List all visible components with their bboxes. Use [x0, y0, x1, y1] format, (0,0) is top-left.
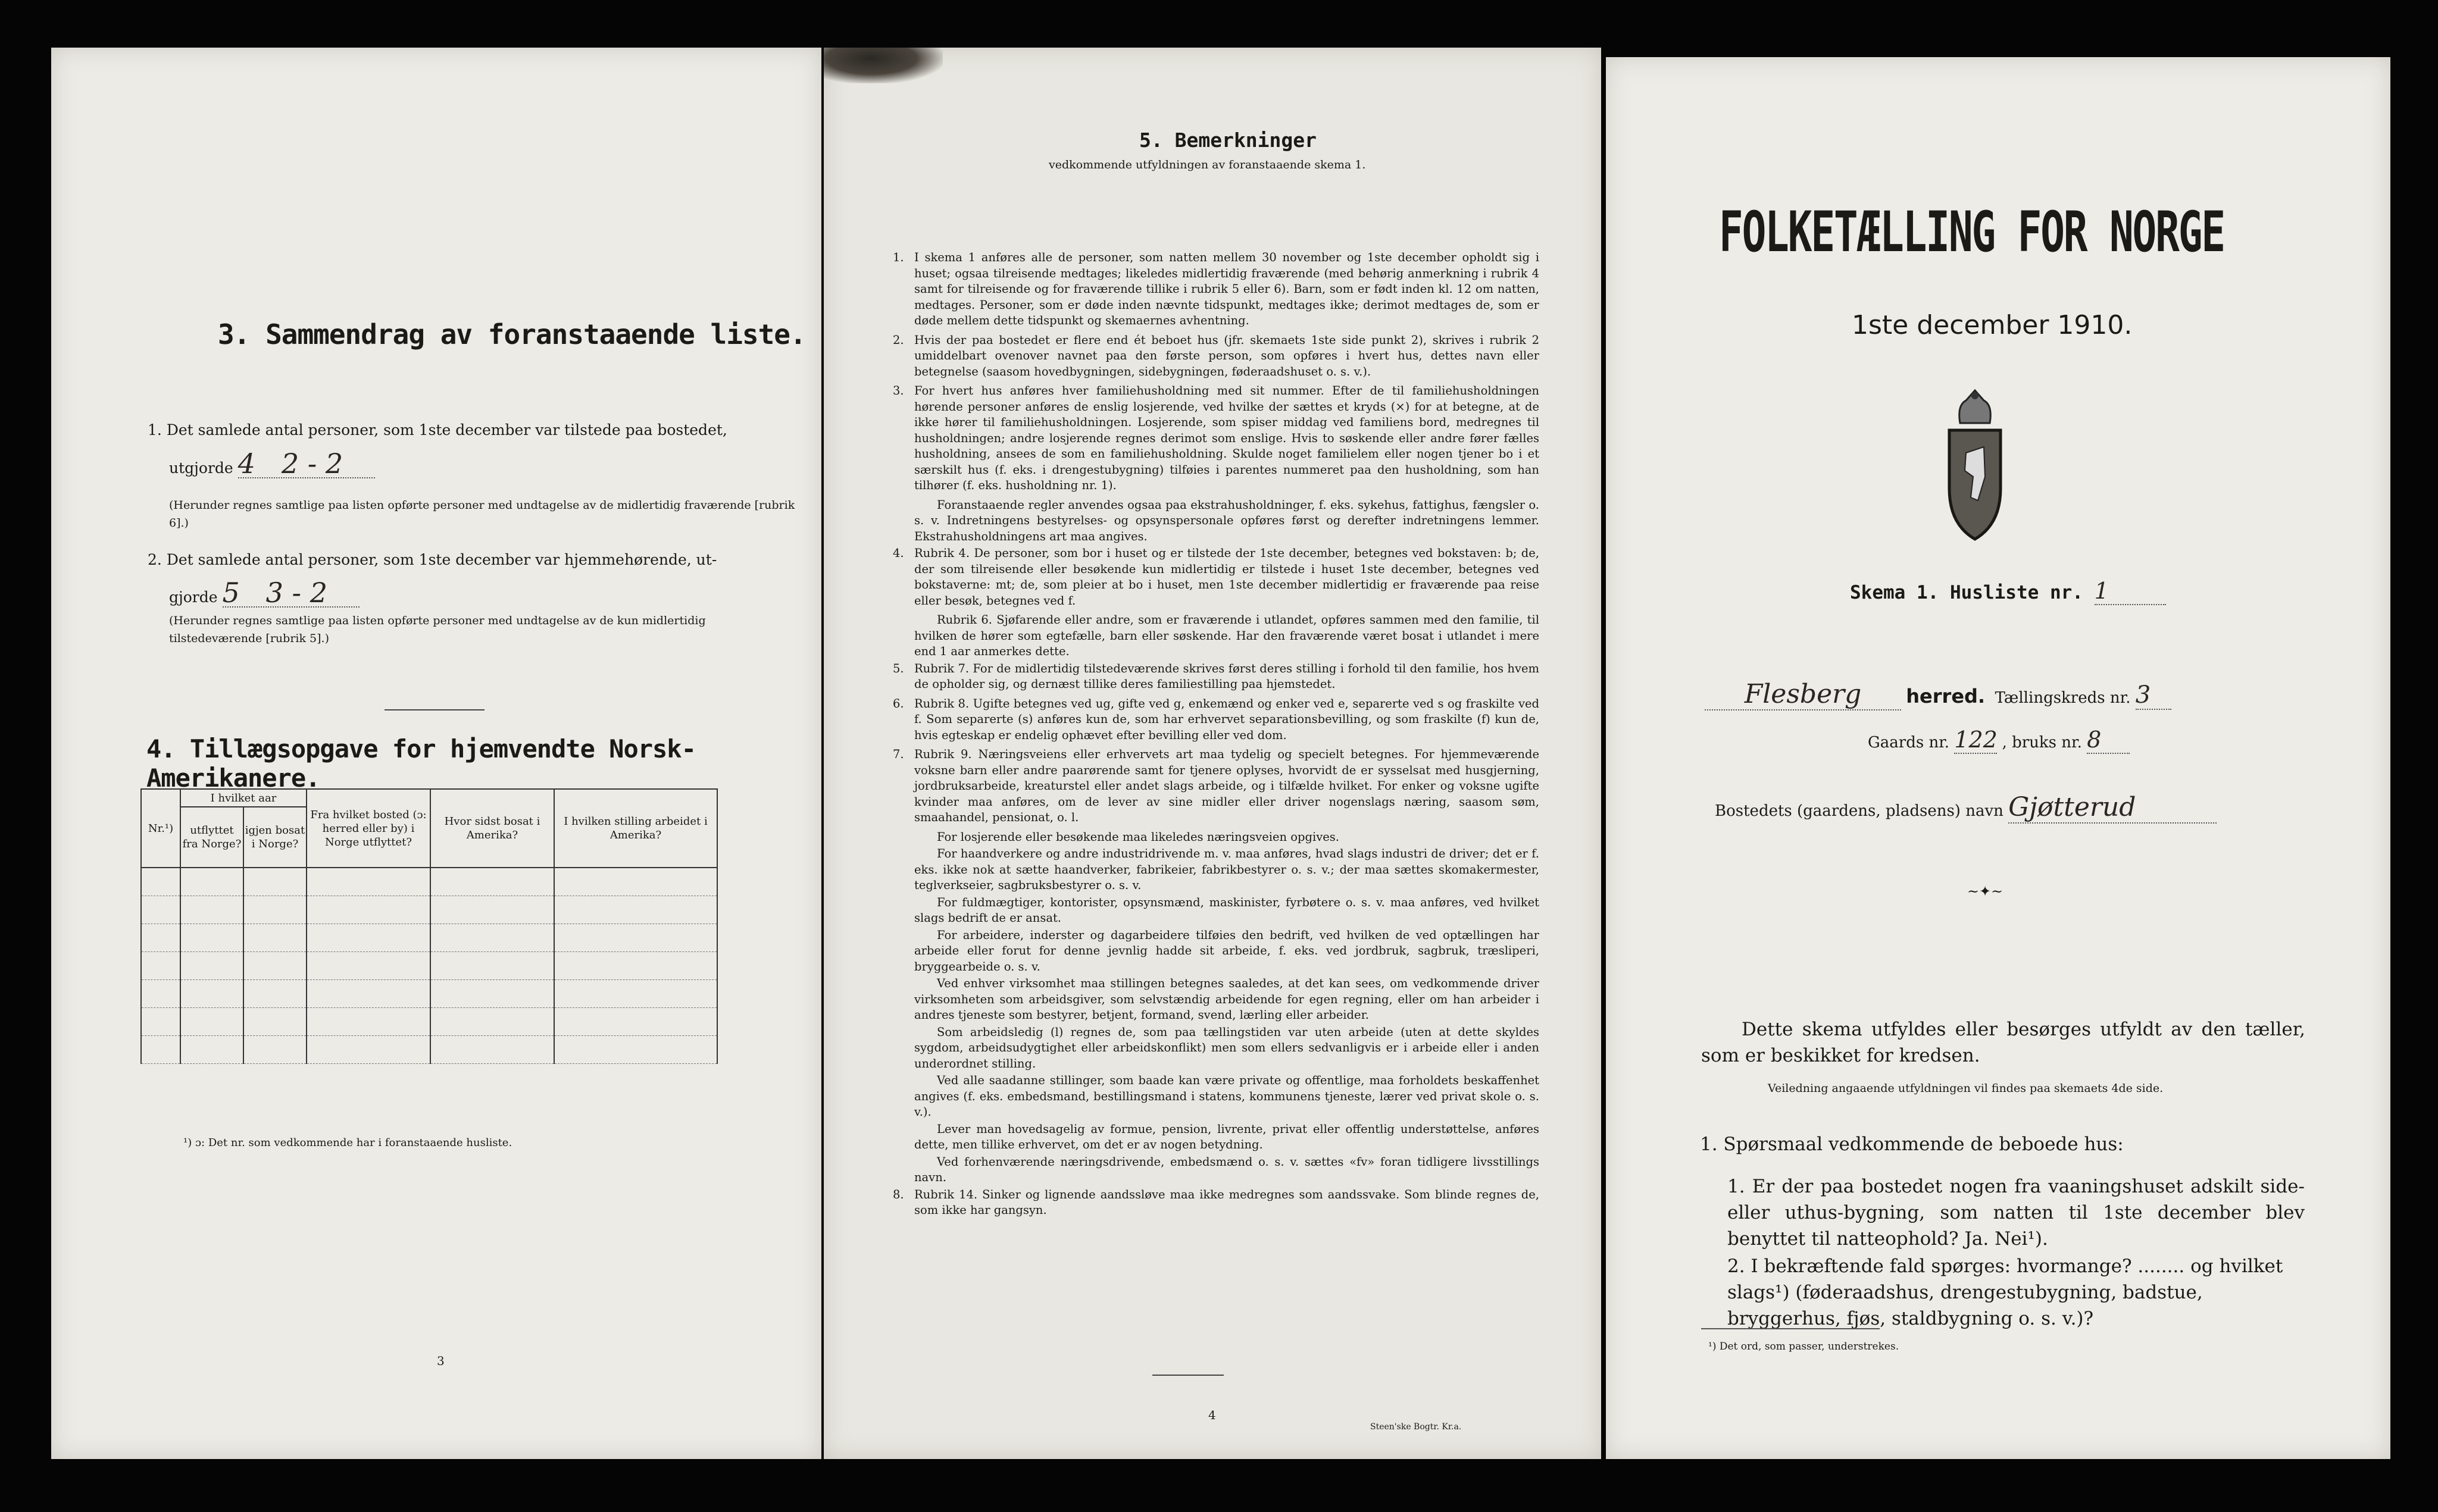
remark-text: For haandverkere og andre industridrivende m. v. maa anføres, hvad slags industri de driver; det er f. eks. ikke nok at sætte haandverker, fabrikeier, fabrikbestyrer o. s. v.; der maa sættes skomakermester, teglverkseier, sagbruksbestyrer o. s. v. [914, 847, 1539, 892]
col-stilling: I hvilken stilling arbeidet i Amerika? [554, 789, 717, 868]
col-igjen-bosat: igjen bosat i Norge? [243, 807, 307, 868]
item1-value-row [169, 447, 375, 482]
remark-paragraph [893, 661, 1539, 693]
gaards-row: Gaards nr. 122 , bruks nr. 8 [1868, 727, 2130, 754]
remark-paragraph [914, 1122, 1539, 1153]
instruction-text: Dette skema utfyldes eller besørges utfyldt av den tæller, som er beskikket for kredsen. [1701, 1019, 2305, 1066]
remark-paragraph [893, 383, 1539, 494]
remark-paragraph [893, 546, 1539, 609]
husliste-nr: 1 [2095, 578, 2166, 605]
bruks-nr: 8 [2087, 727, 2130, 754]
remark-paragraph [914, 1025, 1539, 1072]
summary-item-2 [148, 546, 802, 574]
instruction-note: Veiledning angaaende utfyldningen vil findes paa skemaets 4de side. [1768, 1082, 2164, 1095]
bruks-label: bruks nr. [2012, 734, 2082, 752]
bosted-name: Gjøtterud [2008, 792, 2217, 824]
remark-paragraph [893, 333, 1539, 380]
divider [1152, 1375, 1224, 1376]
col-hvor-bosat: Hvor sidst bosat i Amerika? [430, 789, 554, 868]
remark-number: 6. [893, 696, 904, 710]
table-row [141, 924, 717, 952]
remark-text: Som arbeidsledig (l) regnes de, som paa tællingstiden var uten arbeide (uten at dette skyldes sygdom, arbeidsudygtighet eller arbeidskonflikt) men som ellers sedvanligvis er i arbeide eller i anden underordnet stilling. [914, 1025, 1539, 1070]
col-fra-bosted: Fra hvilket bosted (ɔ: herred eller by) i Norge utflyttet? [307, 789, 430, 868]
remark-paragraph [914, 829, 1539, 846]
kreds-nr: 3 [2136, 681, 2171, 710]
item1-number: 1. [148, 421, 162, 439]
item2-note: (Herunder regnes samtlige paa listen opførte personer med undtagelse av de kun midlertidig tilstedeværende [rubrik 5].) [169, 614, 706, 645]
schema-label: Skema 1. Husliste nr. [1850, 582, 2083, 603]
item2-handwritten-value: 5 [222, 577, 240, 609]
remarks-subtitle: vedkommende utfyldningen av foranstaaende skema 1. [1049, 158, 1366, 171]
question-2: 2. I bekræftende fald spørges: hvormange? ........ og hvilket slags¹) (føderaadshus, drengestubygning, badstue, bryggerhus, fjøs, staldbygning o. s. v.)? [1727, 1256, 2283, 1329]
remark-text: For arbeidere, inderster og dagarbeidere tilføies den bedrift, ved hvilken de ved optællingen har arbeide eller forut for denne jevnlig hadde sit arbeide, f. eks. ved jordbruk, sagbruk, træsliperi, bryggearbeide o. s. v. [914, 928, 1539, 973]
divider [1701, 1328, 1880, 1329]
col-utflyttet: utflyttet fra Norge? [180, 807, 243, 868]
right-footnote: ¹) Det ord, som passer, understrekes. [1708, 1341, 1899, 1353]
herred-name: Flesberg [1705, 679, 1901, 710]
remark-text: Rubrik 9. Næringsveiens eller erhvervets art maa tydelig og specielt betegnes. For hjemmeværende voksne barn eller andre paarørende samt for tjenere oplyses, hvorvidt de er sysselsat med husgjerning, jordbruksarbeide, kreaturstel eller andet slags arbeide, og i tilfælde hvilket. For enker og voksne ugifte kvinder maa anføres, om de lever av sine midler eller driver nogenslags næring, saasom søm, smaahandel, pensionat, o. l. [914, 747, 1539, 824]
item1-handwritten-value: 4 [237, 447, 255, 480]
remarks-title: 5. Bemerkninger [1139, 129, 1317, 152]
col-group-aar: I hvilket aar [180, 789, 307, 807]
left-page [51, 48, 821, 1459]
page-number: 4 [1208, 1408, 1216, 1422]
printer-imprint: Steen'ske Bogtr. Kr.a. [1370, 1422, 1462, 1432]
table-row [141, 952, 717, 980]
remark-paragraph [914, 497, 1539, 545]
remark-text: Hvis der paa bostedet er flere end ét beboet hus (jfr. skemaets 1ste side punkt 2), skrives i rubrik 2 umiddelbart ovenover navnet paa den første person, som opføres i hvert hus, dettes navn eller betegnelse (saasom hovedbygningen, sidebygningen, føderaadshuset o. s. v.). [914, 333, 1539, 378]
remark-paragraph [914, 1073, 1539, 1120]
item1-value-label: utgjorde [169, 459, 233, 477]
divider [385, 709, 485, 710]
remark-text: Foranstaaende regler anvendes ogsaa paa ekstrahusholdninger, f. eks. sykehus, fattighus, fængsler o. s. v. Indretningens bestyrelses- og opsynspersonale opføres først og derefter indretningens lemmer. Ekstrahusholdningens art maa angives. [914, 497, 1539, 543]
herred-label: herred. [1906, 685, 1986, 708]
remark-text: Ved forhenværende næringsdrivende, embedsmænd o. s. v. sættes «fv» foran tidligere livsstillings navn. [914, 1154, 1539, 1184]
ink-stain [824, 48, 943, 83]
remark-text: Rubrik 14. Sinker og lignende aandssløve maa ikke medregnes som aandssvake. Som blinde regnes de, som ikke har gangsyn. [914, 1187, 1539, 1217]
herred-row [1705, 679, 2171, 710]
ornament-icon: ~✦~ [1967, 883, 2003, 900]
census-title: FOLKETÆLLING FOR NORGE [1719, 200, 2224, 265]
item1-handwritten-breakdown: 2 - 2 [281, 447, 343, 480]
remark-paragraph [893, 1187, 1539, 1219]
item1-note: (Herunder regnes samtlige paa listen opførte personer med undtagelse av de midlertidig fraværende [rubrik 6].) [169, 499, 795, 530]
col-nr: Nr.¹) [141, 789, 180, 868]
remark-text: Ved enhver virksomhet maa stillingen betegnes saaledes, at det kan sees, om vedkommende driver virksomheten som arbeidsgiver, som selvstændig arbeidende for egen regning, eller om han arbeider i andres tjeneste som bestyrer, betjent, formand, svend, lærling eller arbeider. [914, 976, 1539, 1022]
middle-page [824, 48, 1601, 1459]
table-row [141, 896, 717, 924]
item2-value-label: gjorde [169, 588, 218, 606]
item1-handwritten-field [237, 447, 375, 480]
item2-handwritten-field [223, 579, 360, 608]
remark-paragraph [914, 928, 1539, 975]
remark-number: 5. [893, 661, 904, 675]
remark-paragraph [914, 846, 1539, 894]
remark-paragraph [893, 696, 1539, 744]
remark-text: Lever man hovedsagelig av formue, pension, livrente, privat eller offentlig understøttelse, anføres dette, men tillike erhvervet, om det er av nogen betydning. [914, 1122, 1539, 1151]
remark-number: 3. [893, 384, 904, 397]
remark-paragraph [893, 747, 1539, 826]
table-row [141, 868, 717, 896]
remark-number: 4. [893, 546, 904, 560]
remark-paragraph [914, 895, 1539, 926]
bosted-label: Bostedets (gaardens, pladsens) navn [1715, 802, 2003, 820]
gaards-nr: 122 [1954, 727, 1998, 753]
remark-text: Rubrik 4. De personer, som bor i huset og er tilstede der 1ste december, betegnes ved bokstaven: b; de, der som tilreisende eller besøkende kun midlertidig er tilstede i huset 1ste december, betegnes ved bokstaverne: mt; de, som pleier at bo i huset, men 1ste december midlertidig er fraværende paa reise eller besøk, betegnes ved f. [914, 546, 1539, 608]
remark-text: For hvert hus anføres hver familiehusholdning med sit nummer. Efter de til familiehusholdningen hørende personer anføres de enslig losjerende, ved hvilke der sættes et kryds (×) for at betegne, at de ikke hører til familiehusholdningen. Losjerende, som spiser middag ved familiens bord, medregnes til husholdningen; andre losjerende regnes derimot som enslige. Hvis to søskende eller andre fører fælles husholdning, ansees de som en familiehusholdning. Skulde noget familielem eller nogen tjener bo i et særskilt hus (f. eks. i drengestubygning) tilføies i parentes nummeret paa den husholdning, som han tilhører (f. eks. husholdning nr. 1). [914, 384, 1539, 492]
item2-text: Det samlede antal personer, som 1ste december var hjemmehørende, ut- [166, 551, 717, 568]
remark-paragraph [914, 976, 1539, 1023]
remark-text: Rubrik 6. Sjøfarende eller andre, som er fraværende i utlandet, opføres sammen med den familie, til hvilken de hører som egtefælle, barn eller søskende. Har den fraværende været bosat i utlandet i mere end 1 aar anmerkes dette. [914, 613, 1539, 658]
table-row [141, 1036, 717, 1064]
remark-number: 8. [893, 1187, 904, 1201]
remark-text: For losjerende eller besøkende maa likeledes næringsveien opgives. [937, 829, 1339, 844]
summary-item-1 [148, 417, 802, 444]
norsk-amerikanere-table [140, 788, 718, 1064]
section3-title: 3. Sammendrag av foranstaaende liste. [218, 318, 806, 350]
remark-number: 1. [893, 251, 904, 264]
questions-section-title: 1. Spørsmaal vedkommende de beboede hus: [1700, 1134, 2124, 1155]
kreds-label: Tællingskreds nr. [1995, 689, 2131, 707]
remark-text: For fuldmægtiger, kontorister, opsynsmænd, maskinister, fyrbøtere o. s. v. maa anføres, ved hvilket slags bedrift de er ansat. [914, 895, 1539, 925]
question-1: 1. Er der paa bostedet nogen fra vaaningshuset adskilt side- eller uthus-bygning, som natten til 1ste december blev benyttet til natteophold? Ja. Nei¹). [1727, 1176, 2305, 1250]
remark-paragraph [914, 612, 1539, 660]
right-page [1606, 57, 2390, 1459]
coat-of-arms-icon [1942, 387, 2008, 542]
table-row [141, 980, 717, 1008]
bosted-row [1715, 792, 2217, 824]
page-number: 3 [437, 1354, 445, 1368]
remark-text: Rubrik 7. For de midlertidig tilstedeværende skrives først deres stilling i forhold til den familie, hos hvem de opholder sig, og dernæst tillike deres familiestilling paa hjemstedet. [914, 661, 1539, 691]
item1-text: Det samlede antal personer, som 1ste december var tilstede paa bostedet, [166, 421, 727, 439]
remark-text: Rubrik 8. Ugifte betegnes ved ug, gifte ved g, enkemænd og enker ved e, separerte ved s og fraskilte ved f. Som separerte (s) anføres kun de, som har erhvervet separationsbevilling, og som fraskilte (f) kun de, hvis egteskap er endelig ophævet efter bevilling eller ved dom. [914, 696, 1539, 742]
gaards-label: Gaards nr. [1868, 734, 1950, 752]
remark-text: I skema 1 anføres alle de personer, som natten mellem 30 november og 1ste december opholdt sig i huset; ogsaa tilreisende medtages; likeledes midlertidig fraværende (med behørig anmerkning i rubrik 4 samt for tilreisende og for fraværende tillike i rubrik 5 eller 6). Barn, som er født inden kl. 12 om natten, medtages. Personer, som er døde inden nævnte tidspunkt, medtages ikke; derimot medtages de, som er døde mellem dette tidspunkt og skemaernes avhentning. [914, 251, 1539, 327]
remark-text: Ved alle saadanne stillinger, som baade kan være private og offentlige, maa forholdets beskaffenhet angives (f. eks. embedsmand, bestillingsmand i statens, kommunens tjeneste, lærer ved privat skole o. s. v.). [914, 1073, 1539, 1119]
table-row [141, 1008, 717, 1036]
item2-value-row [169, 579, 360, 611]
remark-number: 7. [893, 747, 904, 761]
remark-number: 2. [893, 333, 904, 347]
item2-number: 2. [148, 551, 162, 568]
census-date: 1ste december 1910. [1852, 310, 2133, 340]
remark-paragraph [893, 250, 1539, 329]
table-footnote: ¹) ɔ: Det nr. som vedkommende har i foranstaaende husliste. [183, 1137, 512, 1149]
remark-paragraph [914, 1154, 1539, 1186]
item2-handwritten-breakdown: 3 - 2 [265, 577, 327, 609]
section4-title: 4. Tillægsopgave for hjemvendte Norsk-Amerikanere. [146, 734, 696, 793]
schema-line [1850, 578, 2166, 605]
